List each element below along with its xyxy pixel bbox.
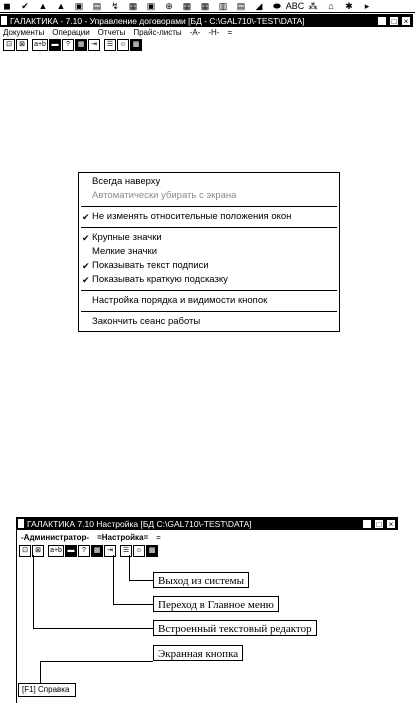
save-icon[interactable]: ⊠ bbox=[32, 545, 44, 557]
menu-reports[interactable]: Отчеты bbox=[97, 28, 126, 37]
exit-callout-line bbox=[129, 555, 130, 581]
main-menu-callout: Переход в Главное меню bbox=[153, 596, 279, 612]
screen-button-callout: Экранная кнопка bbox=[153, 645, 243, 661]
calc-icon[interactable]: ▩ bbox=[146, 545, 158, 557]
bottom-menubar bbox=[17, 530, 398, 544]
context-menu-item bbox=[79, 189, 339, 203]
chart-icon[interactable]: ↯ bbox=[111, 1, 119, 11]
menu-system[interactable]: = bbox=[156, 532, 161, 542]
top-window-title: ГАЛАКТИКА - 7.10 - Управление договорами [БД - C:\GAL710\-TEST\DATA] bbox=[10, 15, 305, 26]
top-window-titlebar[interactable] bbox=[0, 14, 413, 27]
context-menu-item[interactable] bbox=[79, 210, 339, 224]
grid-icon[interactable]: ▦ bbox=[128, 1, 138, 11]
exit-icon[interactable]: ⇥ bbox=[88, 39, 100, 51]
main-menu-callout-line bbox=[113, 555, 114, 605]
table-icon[interactable]: ▦ bbox=[182, 1, 192, 11]
list-icon[interactable]: ▥ bbox=[218, 1, 228, 11]
context-menu-item[interactable] bbox=[79, 315, 339, 329]
top-toolbar-strip bbox=[0, 0, 415, 13]
save-icon[interactable]: ⊠ bbox=[16, 39, 28, 51]
list-icon[interactable]: ☰ bbox=[120, 545, 132, 557]
bottom-window-title: ГАЛАКТИКА 7.10 Настройка [БД C:\GAL710\-TEST\DATA] bbox=[27, 518, 252, 529]
menu-separator bbox=[81, 290, 337, 291]
check-icon: ✔ bbox=[82, 275, 90, 285]
close-button[interactable]: × bbox=[386, 519, 396, 529]
editor-callout-line bbox=[33, 555, 34, 629]
bottom-window-titlebar[interactable] bbox=[17, 517, 398, 530]
help-screen-button[interactable]: [F1] Справка bbox=[18, 683, 76, 697]
editor-icon[interactable]: a+b bbox=[48, 545, 64, 557]
context-menu-item[interactable] bbox=[79, 273, 339, 287]
menu-operations[interactable]: Операции bbox=[52, 28, 90, 37]
context-menu-item-label: Автоматически убирать с экрана bbox=[92, 190, 237, 201]
context-menu-item[interactable] bbox=[79, 231, 339, 245]
context-menu-item-label: Закончить сеанс работы bbox=[92, 316, 201, 327]
face-icon[interactable]: ☺ bbox=[133, 545, 145, 557]
open-folder-icon[interactable]: ⊡ bbox=[19, 545, 31, 557]
people-icon[interactable]: ⁂ bbox=[308, 1, 318, 11]
screen-icon[interactable]: ▬ bbox=[65, 545, 77, 557]
context-menu-item-label: Настройка порядка и видимости кнопок bbox=[92, 295, 268, 306]
screen-button-callout-line bbox=[40, 661, 41, 685]
maximize-button[interactable]: □ bbox=[389, 16, 399, 26]
context-menu-item-label: Показывать текст подписи bbox=[92, 260, 209, 271]
menu-separator bbox=[81, 206, 337, 207]
maximize-button[interactable]: □ bbox=[374, 519, 384, 529]
menu-n[interactable]: -Н- bbox=[208, 28, 220, 37]
top-icon-toolbar bbox=[0, 38, 413, 52]
menu-price-lists[interactable]: Прайс-листы bbox=[133, 28, 182, 37]
help-icon[interactable]: ? bbox=[62, 39, 74, 51]
abc-icon[interactable]: ABC bbox=[285, 1, 305, 11]
exit-callout: Выход из системы bbox=[153, 572, 249, 588]
menu-system[interactable]: = bbox=[227, 28, 233, 37]
menu-settings[interactable]: =Настройка= bbox=[97, 532, 149, 542]
print-icon[interactable]: ▣ bbox=[74, 1, 84, 11]
list-icon[interactable]: ☰ bbox=[104, 39, 116, 51]
menu-a[interactable]: -А- bbox=[189, 28, 201, 37]
context-menu-item[interactable] bbox=[79, 294, 339, 308]
check-icon[interactable]: ✔ bbox=[21, 1, 29, 11]
main-menu-icon[interactable]: ▦ bbox=[75, 39, 87, 51]
context-menu-item-label: Не изменять относительные положения окон bbox=[92, 211, 292, 222]
context-menu-item[interactable] bbox=[79, 175, 339, 189]
main-menu-callout-line bbox=[113, 604, 153, 605]
check-icon: ✔ bbox=[82, 261, 90, 271]
globe-icon[interactable]: ⊕ bbox=[165, 1, 173, 11]
exit-callout-line bbox=[129, 580, 153, 581]
car-icon[interactable]: ▤ bbox=[236, 1, 246, 11]
tool-icon[interactable]: ▤ bbox=[92, 1, 102, 11]
house-icon[interactable]: ⌂ bbox=[328, 1, 334, 11]
next-icon[interactable]: ▸ bbox=[364, 1, 370, 11]
main-menu-icon[interactable]: ▦ bbox=[91, 545, 103, 557]
context-menu-item-label: Крупные значки bbox=[92, 232, 162, 243]
check-icon: ✔ bbox=[82, 212, 90, 222]
help-icon[interactable]: ? bbox=[78, 545, 90, 557]
toolbar-context-menu bbox=[78, 172, 340, 332]
arrow-icon[interactable]: ◼ bbox=[3, 1, 11, 11]
menu-separator bbox=[81, 227, 337, 228]
context-menu-item-label: Всегда наверху bbox=[92, 176, 161, 187]
editor-callout: Встроенный текстовый редактор bbox=[153, 620, 317, 636]
editor-callout-line bbox=[33, 628, 153, 629]
check-icon: ✔ bbox=[82, 233, 90, 243]
menu-documents[interactable]: Документы bbox=[3, 28, 45, 37]
screen-button-callout-line bbox=[40, 661, 153, 662]
face-icon[interactable]: ☺ bbox=[117, 39, 129, 51]
bug-icon[interactable]: ✱ bbox=[345, 1, 353, 11]
top-menubar bbox=[0, 27, 413, 38]
screen-icon[interactable]: ▬ bbox=[49, 39, 61, 51]
calc-icon[interactable]: ▩ bbox=[130, 39, 142, 51]
top-window bbox=[0, 14, 413, 52]
minimize-button[interactable]: _ bbox=[362, 519, 372, 529]
minimize-button[interactable]: _ bbox=[377, 16, 387, 26]
context-menu-item-label: Мелкие значки bbox=[92, 246, 158, 257]
exit-icon[interactable]: ⇥ bbox=[104, 545, 116, 557]
menu-separator bbox=[81, 311, 337, 312]
context-menu-item-label: Показывать краткую подсказку bbox=[92, 274, 228, 285]
context-menu-item[interactable] bbox=[79, 245, 339, 259]
doc-icon[interactable]: ▲ bbox=[38, 1, 48, 11]
oval-icon[interactable]: ⬬ bbox=[273, 1, 281, 11]
close-button[interactable]: × bbox=[401, 16, 411, 26]
bottom-icon-toolbar bbox=[17, 544, 398, 558]
box-icon[interactable]: ▣ bbox=[146, 1, 156, 11]
pen-icon[interactable]: ◢ bbox=[255, 1, 263, 11]
context-menu-item[interactable] bbox=[79, 259, 339, 273]
menu-administrator[interactable]: -Администратор- bbox=[21, 532, 90, 542]
book-icon[interactable]: ▦ bbox=[200, 1, 210, 11]
editor-icon[interactable]: a+b bbox=[32, 39, 48, 51]
open-folder-icon[interactable]: ⊡ bbox=[3, 39, 15, 51]
doc2-icon[interactable]: ▲ bbox=[56, 1, 66, 11]
